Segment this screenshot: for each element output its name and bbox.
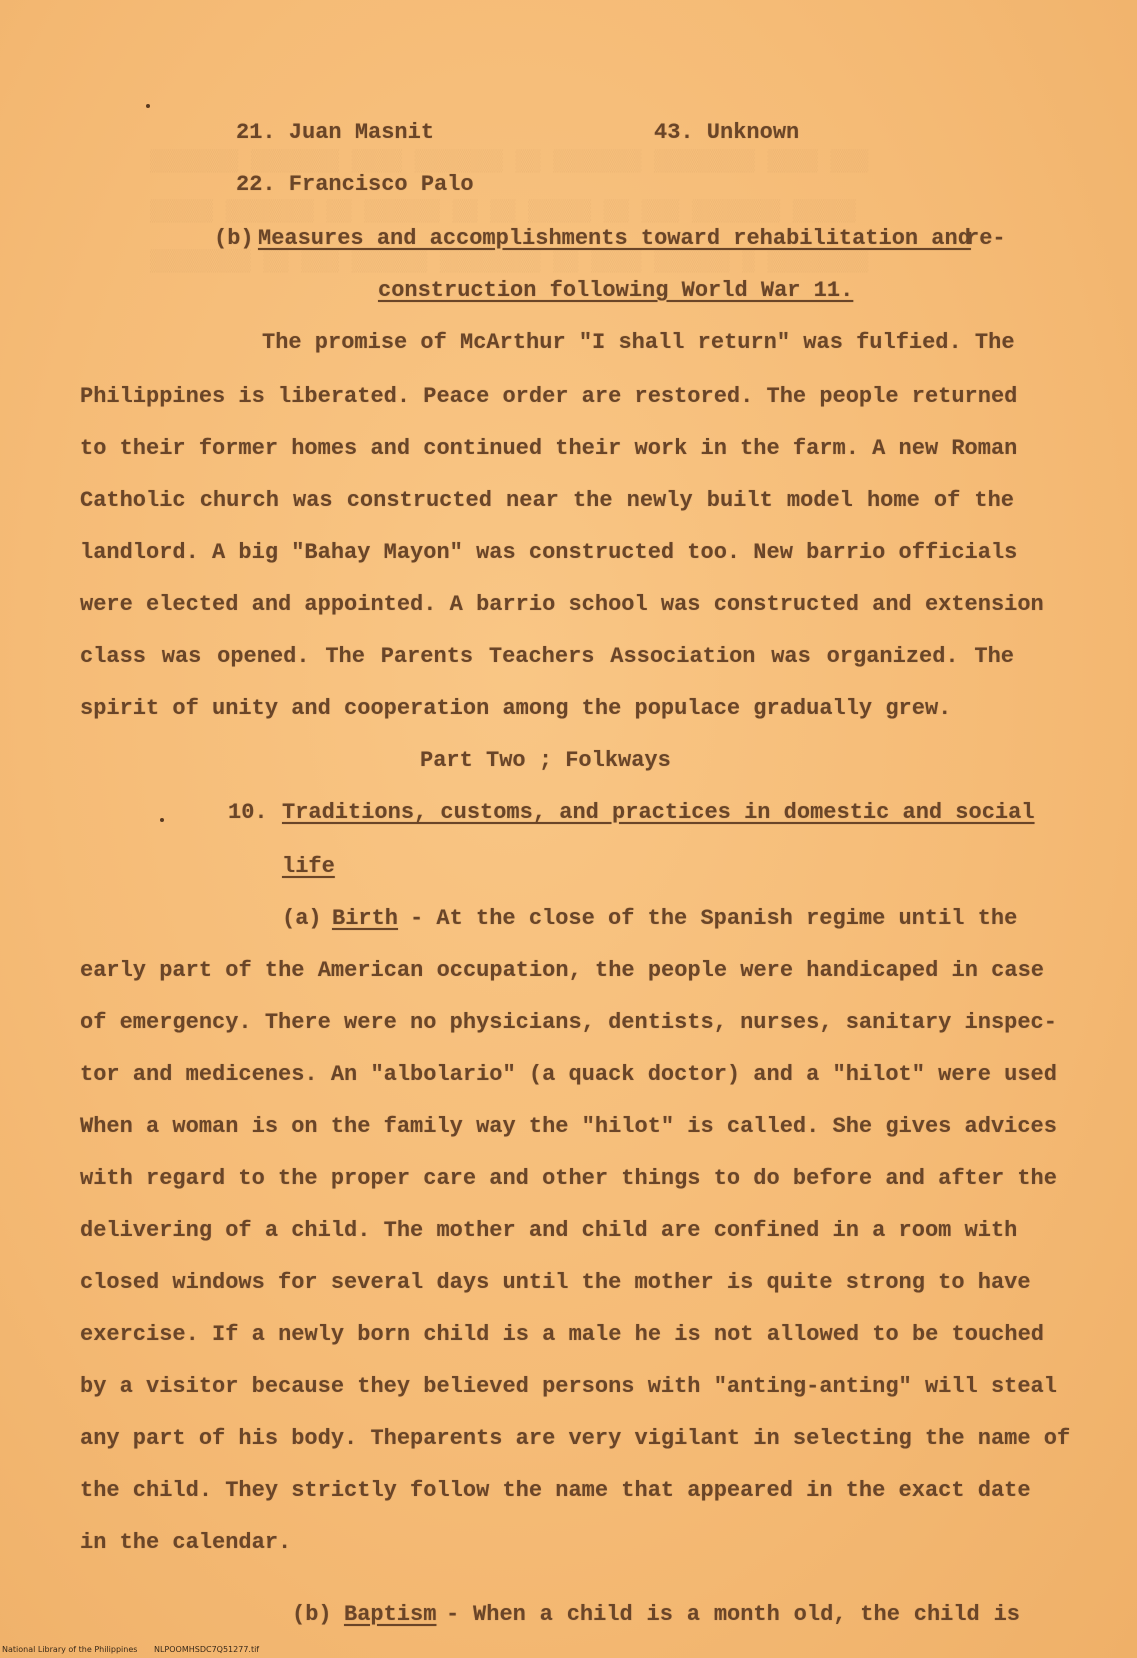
item-10-number: 10. xyxy=(228,800,268,825)
paragraph-line: landlord. A big "Bahay Mayon" was constructed too. New barrio officials xyxy=(80,540,1018,565)
paragraph-line: in the calendar. xyxy=(80,1530,292,1555)
paragraph-line: to their former homes and continued their work in the farm. A new Roman xyxy=(80,436,1018,461)
paragraph-line: spirit of unity and cooperation among the populace gradually grew. xyxy=(80,696,952,721)
paragraph-line: of emergency. There were no physicians, dentists, nurses, sanitary inspec- xyxy=(80,1010,1057,1035)
list-entry-21: 21. Juan Masnit xyxy=(236,120,435,145)
paragraph-line: class was opened. The Parents Teachers Association was organized. The xyxy=(80,644,1014,669)
paragraph-line: delivering of a child. The mother and child are confined in a room with xyxy=(80,1218,1018,1243)
footer-library: National Library of the Philippines xyxy=(2,1645,138,1654)
bleed-through-text: ▒▒▒▒▒▒▒ ▒▒▒▒▒▒▒ ▒▒▒▒ ▒▒▒▒▒▒▒ ▒▒ ▒▒▒▒▒▒▒ ▒▒▒▒▒▒▒▒ ▒▒▒▒ ▒▒▒ xyxy=(150,151,869,174)
paragraph-line: Catholic church was constructed near the newly built model home of the xyxy=(80,488,1014,513)
list-entry-22: 22. Francisco Palo xyxy=(236,172,474,197)
paragraph-line: closed windows for several days until the mother is quite strong to have xyxy=(80,1270,1031,1295)
footer-file: NLPOOMHSDC7Q51277.tif xyxy=(153,1645,260,1654)
section-b-title-line-1: Measures and accomplishments toward rehabilitation and xyxy=(258,226,971,251)
paragraph-line: any part of his body. Theparents are very vigilant in selecting the name of xyxy=(80,1426,1071,1451)
birth-label: (a) xyxy=(282,906,322,931)
paragraph-line: - At the close of the Spanish regime until the xyxy=(410,906,1018,931)
item-10-title-line-2: life xyxy=(282,854,335,879)
paragraph-line: When a woman is on the family way the "hilot" is called. She gives advices xyxy=(80,1114,1057,1139)
paragraph-line: early part of the American occupation, the people were handicaped in case xyxy=(80,958,1044,983)
paragraph-line: tor and medicenes. An "albolario" (a quack doctor) and a "hilot" were used xyxy=(80,1062,1057,1087)
part-heading: Part Two ; Folkways xyxy=(420,748,671,773)
paragraph-line: by a visitor because they believed persons with "anting-anting" will steal xyxy=(80,1374,1057,1399)
paragraph-line: Philippines is liberated. Peace order are restored. The people returned xyxy=(80,384,1018,409)
baptism-label: (b) xyxy=(292,1602,332,1627)
bleed-through-text: ▒▒▒▒▒▒▒▒ ▒▒ ▒▒▒ ▒▒▒▒▒▒ ▒▒▒▒▒▒▒▒ ▒▒ ▒▒▒▒ ▒▒▒▒▒▒ ▒ ▒▒▒▒▒▒▒▒ xyxy=(150,251,869,274)
paragraph-line: - When a child is a month old, the child is xyxy=(446,1602,1020,1627)
bleed-through-text: ▒▒▒▒▒ ▒▒▒▒▒▒▒ ▒▒ ▒▒▒▒▒▒ ▒▒ ▒▒ ▒▒▒▒▒ ▒▒ ▒▒▒ ▒▒▒▒▒▒▒ ▒▒▒▒▒ xyxy=(150,201,856,224)
section-b-title-line-2: construction following World War 11. xyxy=(378,278,854,303)
paragraph-line: with regard to the proper care and other things to do before and after the xyxy=(80,1166,1057,1191)
item-10-title-line-1: Traditions, customs, and practices in domestic and social xyxy=(282,800,1035,825)
paragraph-line: were elected and appointed. A barrio school was constructed and extension xyxy=(80,592,1044,617)
section-b-label: (b) xyxy=(214,226,254,251)
paragraph-line: exercise. If a newly born child is a male he is not allowed to be touched xyxy=(80,1322,1044,1347)
paragraph-line: the child. They strictly follow the name that appeared in the exact date xyxy=(80,1478,1031,1503)
ink-speck xyxy=(160,818,164,822)
ink-speck xyxy=(146,104,150,108)
section-b-title-hyphen: re- xyxy=(966,226,1006,251)
paragraph-line: The promise of McArthur "I shall return" was fulfied. The xyxy=(262,330,1015,355)
birth-title: Birth xyxy=(332,906,399,931)
scan-footer xyxy=(2,1645,273,1654)
baptism-title: Baptism xyxy=(344,1602,437,1627)
list-entry-43: 43. Unknown xyxy=(654,120,800,145)
